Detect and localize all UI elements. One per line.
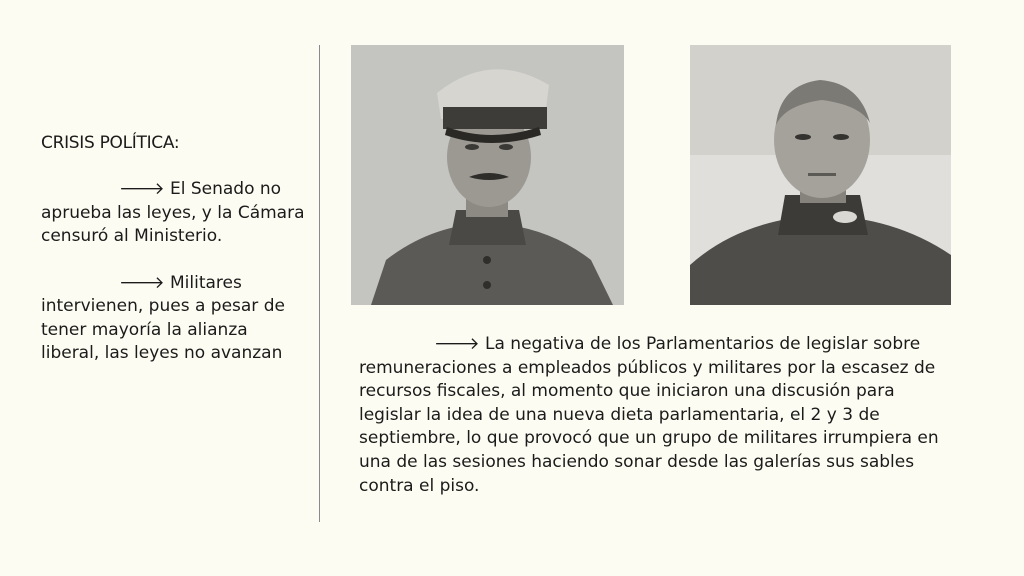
vertical-divider: [319, 45, 320, 522]
main-paragraph-text: La negativa de los Parlamentarios de legislar sobre remuneraciones a empleados públicos y militares por la escasez de recursos fiscales, al momento que iniciaron una discusión para legislar la idea de una nueva dieta parlamentaria, el 2 y 3 de septiembre, lo que provocó que un grupo de militares irrumpiera en una de las sesiones haciendo sonar desde las galerías sus sables contra el piso.: [359, 334, 939, 496]
portrait-officer-cap-photo: [351, 45, 624, 305]
arrow-right-icon: 🡒: [119, 272, 165, 293]
paragraph-text: El Senado no aprueba las leyes, y la Cámara censuró al Ministerio.: [41, 179, 305, 246]
arrow-right-icon: 🡒: [434, 334, 480, 354]
main-paragraph: [359, 333, 959, 498]
arrow-right-icon: 🡒: [119, 179, 165, 199]
paragraph-text: Militares intervienen, pues a pesar de tener mayoría la alianza liberal, las leyes no avanzan: [41, 272, 285, 363]
bullet-paragraph-militares: [41, 272, 309, 366]
left-text-block: [41, 178, 309, 389]
bullet-paragraph-senado: [41, 178, 309, 249]
section-heading: CRISIS POLÍTICA:: [41, 133, 180, 153]
portrait-officer-bald-photo: [690, 45, 951, 305]
